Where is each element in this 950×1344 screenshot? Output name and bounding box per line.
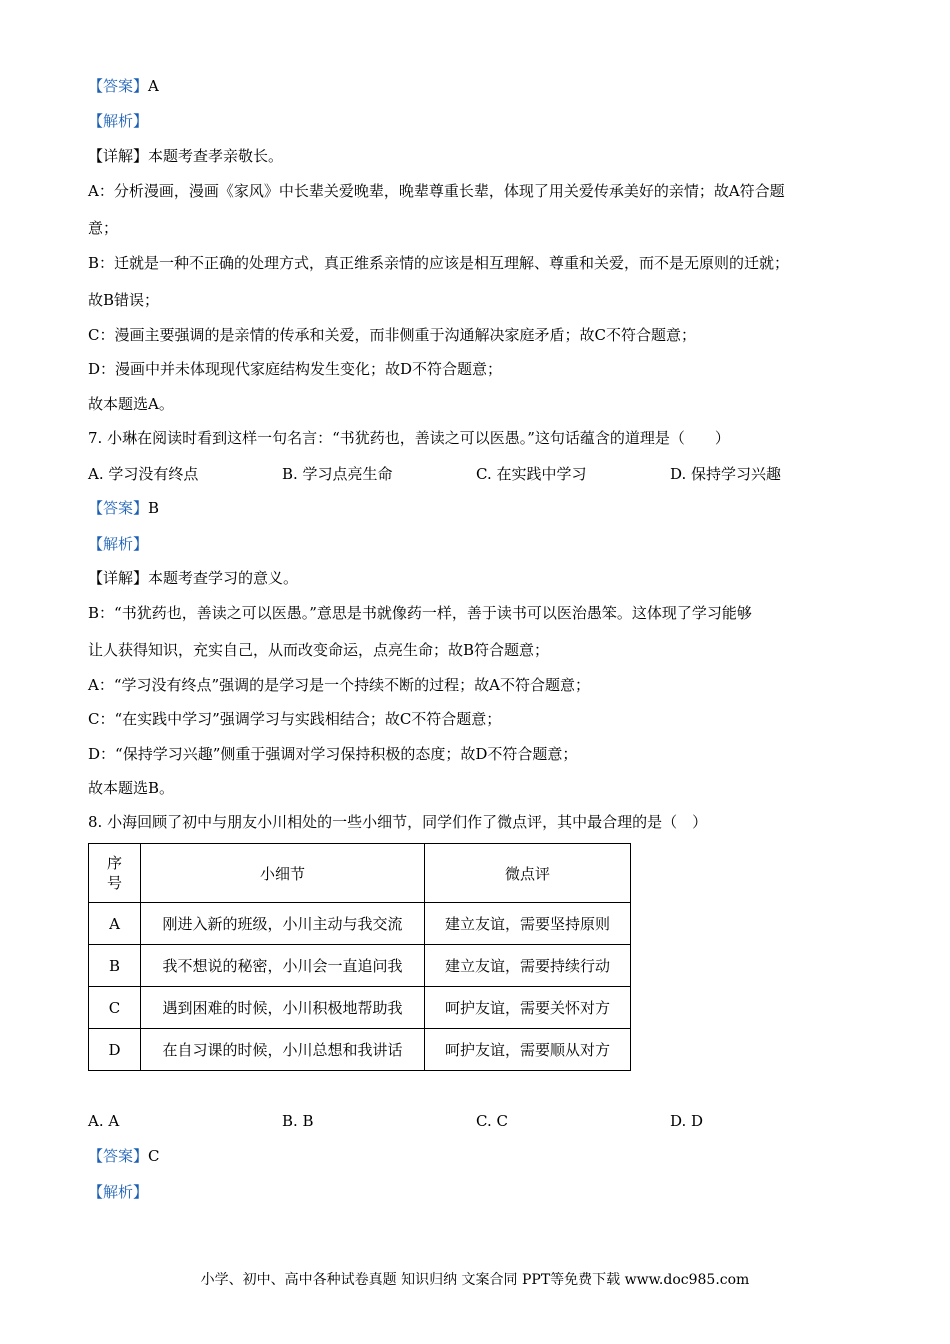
table-header-row	[89, 844, 631, 903]
row-detail: 遇到困难的时候，小川积极地帮助我	[141, 987, 425, 1029]
q6-detail	[88, 146, 283, 166]
q7-line-1: B：“书犹药也，善读之可以医愚。”意思是书就像药一样，善于读书可以医治愚笨。这体现了学习能够	[88, 604, 752, 622]
q6-analysis-tag: 【解析】	[88, 112, 149, 130]
q6-line-5: C：漫画主要强调的是亲情的传承和关爱，而非侧重于沟通解决家庭矛盾；故C不符合题意；	[88, 326, 696, 344]
row-seq: A	[89, 903, 141, 945]
q7-option-a: A. 学习没有终点	[88, 465, 199, 483]
header-detail: 小细节	[141, 844, 425, 903]
answer-tag: 【答案】	[88, 499, 149, 517]
table-row	[89, 903, 631, 945]
row-comment: 呵护友谊，需要顺从对方	[425, 1029, 631, 1071]
q7-line-2: 让人获得知识，充实自己，从而改变命运，点亮生命；故B符合题意；	[88, 641, 550, 659]
q7-option-c: C. 在实践中学习	[476, 465, 587, 483]
q7-analysis-tag: 【解析】	[88, 535, 149, 553]
q6-answer	[88, 76, 159, 96]
answer-value: B	[148, 499, 160, 517]
q8-analysis-tag: 【解析】	[88, 1183, 149, 1201]
answer-tag: 【答案】	[88, 1147, 149, 1165]
q7-stem: 7. 小琳在阅读时看到这样一句名言：“书犹药也，善读之可以医愚。”这句话蕴含的道理是（ ）	[88, 429, 730, 447]
table-row	[89, 1029, 631, 1071]
header-comment: 微点评	[425, 844, 631, 903]
q8-option-a: A. A	[88, 1112, 120, 1130]
row-seq: C	[89, 987, 141, 1029]
q7-line-4: C：“在实践中学习”强调学习与实践相结合；故C不符合题意；	[88, 710, 502, 728]
row-seq: D	[89, 1029, 141, 1071]
q7-line-3: A：“学习没有终点”强调的是学习是一个持续不断的过程；故A不符合题意；	[88, 676, 591, 694]
q7-option-b: B. 学习点亮生命	[282, 465, 393, 483]
q6-line-6: D：漫画中并未体现现代家庭结构发生变化；故D不符合题意；	[88, 360, 503, 378]
q8-option-b: B. B	[282, 1112, 314, 1130]
detail-tag: 【详解】	[88, 147, 149, 165]
q6-line-3: B：迁就是一种不正确的处理方式，真正维系亲情的应该是相互理解、尊重和关爱，而不是无原则的迁就；	[88, 254, 790, 272]
q8-answer	[88, 1146, 160, 1166]
answer-tag: 【答案】	[88, 77, 149, 95]
row-detail: 刚进入新的班级，小川主动与我交流	[141, 903, 425, 945]
q7-detail	[88, 568, 298, 588]
detail-text: 本题考查学习的意义。	[148, 569, 299, 587]
row-comment: 建立友谊，需要持续行动	[425, 945, 631, 987]
detail-text: 本题考查孝亲敬长。	[148, 147, 284, 165]
answer-value: C	[148, 1147, 160, 1165]
q7-line-5: D：“保持学习兴趣”侧重于强调对学习保持积极的态度；故D不符合题意；	[88, 745, 578, 763]
header-seq: 序号	[89, 844, 141, 903]
row-detail: 在自习课的时候，小川总想和我讲话	[141, 1029, 425, 1071]
row-comment: 呵护友谊，需要关怀对方	[425, 987, 631, 1029]
q6-line-4: 故B错误；	[88, 291, 160, 309]
table-row	[89, 987, 631, 1029]
row-seq: B	[89, 945, 141, 987]
q7-option-d: D. 保持学习兴趣	[670, 465, 782, 483]
row-comment: 建立友谊，需要坚持原则	[425, 903, 631, 945]
q7-line-6: 故本题选B。	[88, 779, 175, 797]
row-detail: 我不想说的秘密，小川会一直追问我	[141, 945, 425, 987]
q8-table	[88, 843, 631, 1071]
detail-tag: 【详解】	[88, 569, 149, 587]
answer-value: A	[148, 77, 159, 95]
page-footer: 小学、初中、高中各种试卷真题 知识归纳 文案合同 PPT等免费下载 www.doc985.com	[200, 1272, 750, 1288]
table-row	[89, 945, 631, 987]
q7-answer	[88, 498, 159, 518]
q6-line-2: 意；	[88, 219, 119, 237]
q8-option-d: D. D	[670, 1112, 704, 1130]
q6-line-1: A：分析漫画，漫画《家风》中长辈关爱晚辈，晚辈尊重长辈，体现了用关爱传承美好的亲情；故A符合题	[88, 182, 785, 200]
q8-stem: 8. 小海回顾了初中与朋友小川相处的一些小细节，同学们作了微点评，其中最合理的是（ ）	[88, 813, 708, 831]
q8-option-c: C. C	[476, 1112, 508, 1130]
q6-line-7: 故本题选A。	[88, 395, 174, 413]
